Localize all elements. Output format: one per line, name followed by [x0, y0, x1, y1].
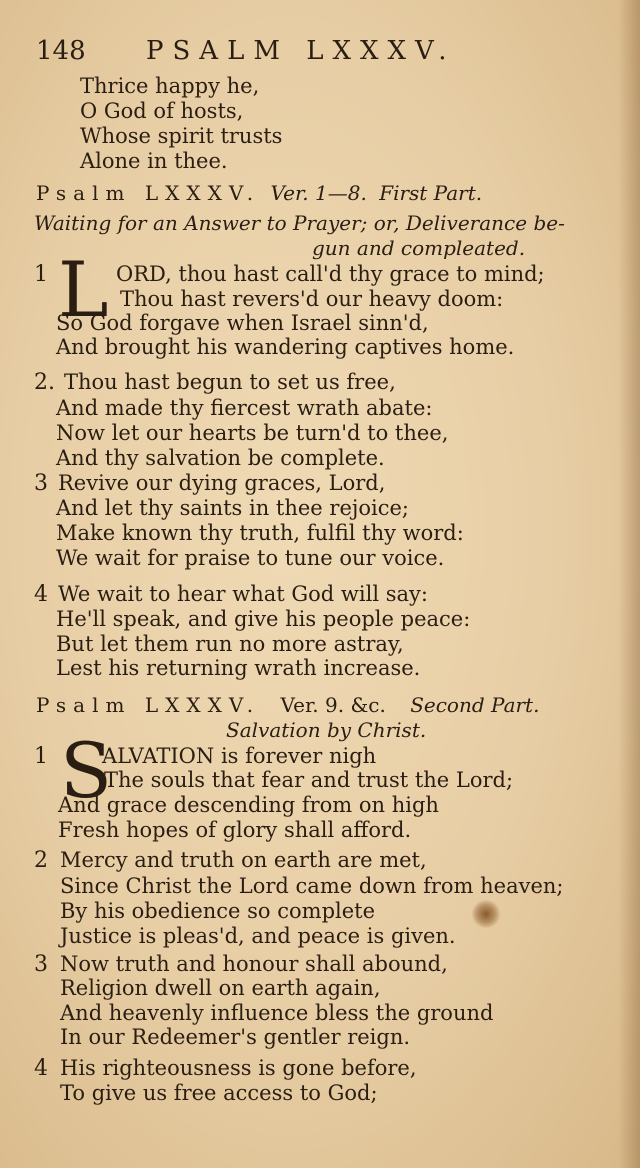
stanza-number: 4 [34, 1056, 48, 1081]
verse-line: The souls that fear and trust the Lord; [104, 768, 514, 792]
verse-range: Ver. 1—8. [270, 181, 367, 205]
verse-line: ALVATION is forever nigh [102, 744, 377, 768]
verse-line: And brought his wandering captives home. [56, 335, 515, 359]
verse-line: Lest his returning wrath increase. [56, 656, 421, 680]
verse-line: He'll speak, and give his people peace: [56, 607, 471, 631]
verse-line: To give us free access to God; [60, 1081, 378, 1105]
verse-line: Alone in thee. [80, 149, 228, 173]
page-number: 148 [36, 36, 86, 66]
verse-line: His righteousness is gone before, [60, 1056, 417, 1080]
verse-line: Thrice happy he, [80, 74, 260, 98]
part1-subtitle-line2: gun and compleated. [312, 236, 526, 260]
stanza-number: 2 [34, 848, 48, 873]
verse-line: So God forgave when Israel sinn'd, [56, 311, 429, 335]
verse-line: Mercy and truth on earth are met, [60, 848, 427, 872]
verse-line: Whose spirit trusts [80, 124, 283, 148]
verse-line: By his obedience so complete [60, 899, 376, 923]
verse-line: And heavenly influence bless the ground [60, 1001, 494, 1025]
page-header [36, 36, 596, 76]
psalm-title: Psalm LXXXV. [36, 181, 261, 205]
part1-subtitle-line1: Waiting for an Answer to Prayer; or, Deliverance be- [34, 211, 565, 235]
verse-line: And thy salvation be complete. [56, 446, 385, 470]
verse-line: Revive our dying graces, Lord, [58, 471, 386, 495]
stanza-number: 1 [34, 744, 48, 769]
verse-line: And made thy fiercest wrath abate: [56, 396, 433, 420]
verse-line: O God of hosts, [80, 99, 244, 123]
verse-line: But let them run no more astray, [56, 632, 404, 656]
drop-cap: L [58, 245, 109, 334]
part-label: First Part. [379, 181, 483, 205]
verse-line: Thou hast revers'd our heavy doom: [120, 287, 504, 311]
stanza-number: 1 [34, 262, 48, 287]
verse-range: Ver. 9. &c. [280, 693, 386, 717]
part1-heading [36, 181, 482, 205]
drop-cap: S [60, 726, 113, 815]
page-edge-shadow [618, 0, 640, 1168]
verse-line: Since Christ the Lord came down from heaven; [60, 874, 564, 898]
running-title: PSALM LXXXV. [146, 36, 456, 66]
psalm-title: Psalm LXXXV. [36, 693, 261, 717]
verse-line: Make known thy truth, fulfil thy word: [56, 521, 464, 545]
part-label: Second Part. [410, 693, 540, 717]
stanza-number: 3 [34, 471, 48, 496]
verse-line: We wait to hear what God will say: [58, 582, 428, 606]
part2-heading [36, 693, 539, 717]
ink-stain [472, 900, 500, 928]
verse-line: Now truth and honour shall abound, [60, 952, 448, 976]
part2-subtitle: Salvation by Christ. [226, 718, 427, 742]
verse-line: Thou hast begun to set us free, [64, 370, 396, 394]
verse-line: Fresh hopes of glory shall afford. [58, 818, 412, 842]
verse-line: Justice is pleas'd, and peace is given. [60, 924, 456, 948]
verse-line: We wait for praise to tune our voice. [56, 546, 445, 570]
verse-line: And grace descending from on high [58, 793, 439, 817]
verse-line: In our Redeemer's gentler reign. [60, 1025, 411, 1049]
verse-line: And let thy saints in thee rejoice; [56, 496, 410, 520]
verse-line: Religion dwell on earth again, [60, 976, 381, 1000]
verse-line: ORD, thou hast call'd thy grace to mind; [116, 262, 545, 286]
stanza-number: 2. [34, 370, 55, 395]
stanza-number: 3 [34, 952, 48, 977]
stanza-number: 4 [34, 582, 48, 607]
verse-line: Now let our hearts be turn'd to thee, [56, 421, 449, 445]
